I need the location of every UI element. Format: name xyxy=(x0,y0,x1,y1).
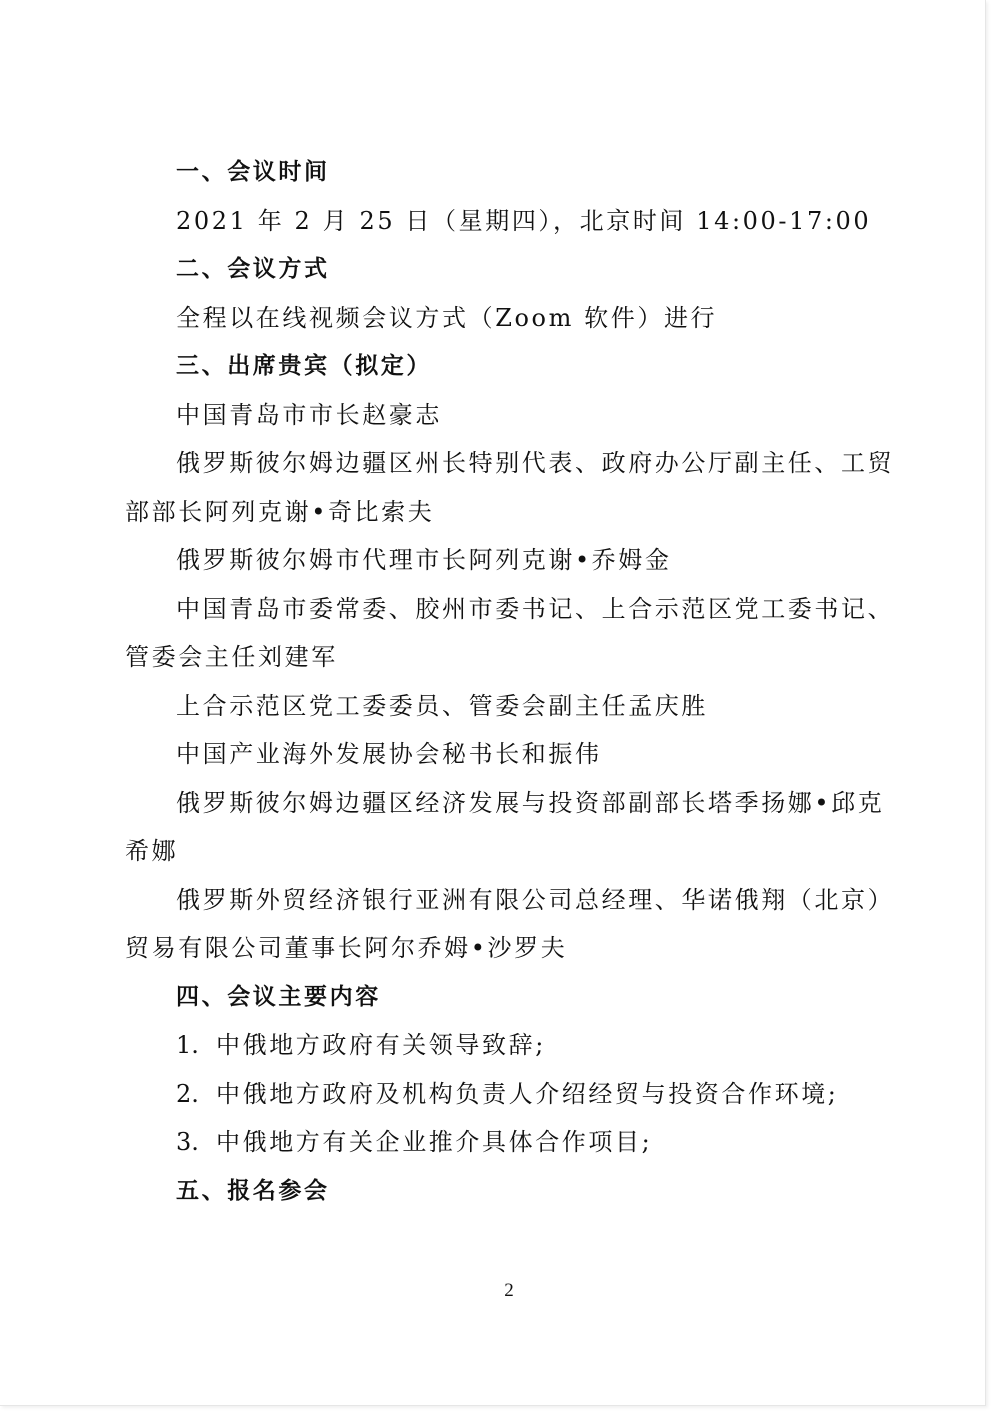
guest-line: 俄罗斯外贸经济银行亚洲有限公司总经理、华诺俄翔（北京） xyxy=(176,885,895,914)
guest-entry xyxy=(125,391,860,440)
guest-entry xyxy=(125,439,895,536)
agenda-item-number: 3. xyxy=(176,1128,199,1156)
agenda-item xyxy=(125,1070,860,1119)
agenda-item xyxy=(125,1118,860,1167)
guest-line: 俄罗斯彼尔姆边疆区州长特别代表、政府办公厅副主任、工贸 xyxy=(176,449,895,477)
document-body xyxy=(125,148,895,1215)
agenda-item-number: 1. xyxy=(176,1031,199,1059)
agenda-item xyxy=(125,1021,860,1070)
guest-line-continued: 部部长阿列克谢•奇比索夫 xyxy=(125,497,435,526)
guest-line: 中国青岛市市长赵豪志 xyxy=(176,400,442,429)
guest-entry xyxy=(125,536,860,585)
guest-line-continued: 贸易有限公司董事长阿尔乔姆•沙罗夫 xyxy=(125,934,568,962)
guest-entry xyxy=(125,779,885,876)
guest-line: 中国青岛市委常委、胶州市委书记、上合示范区党工委书记、 xyxy=(176,594,895,623)
agenda-item-number: 2. xyxy=(176,1079,199,1108)
guest-entry xyxy=(125,585,895,682)
guest-line: 俄罗斯彼尔姆市代理市长阿列克谢•乔姆金 xyxy=(176,546,672,574)
meeting-time-text: 2021 年 2 月 25 日（星期四），北京时间 14:00-17:00 xyxy=(176,206,872,235)
section-heading-time: 一、会议时间 xyxy=(176,159,330,185)
section-heading-guests: 三、出席贵宾（拟定） xyxy=(176,353,432,379)
guest-line-continued: 管委会主任刘建军 xyxy=(125,643,338,671)
guest-entry xyxy=(125,682,860,731)
agenda-item-text: 中俄地方政府有关领导致辞; xyxy=(216,1031,546,1059)
meeting-format-text: 全程以在线视频会议方式（Zoom 软件）进行 xyxy=(176,303,718,332)
section-heading-registration: 五、报名参会 xyxy=(176,1177,330,1204)
page-number: 2 xyxy=(504,1280,514,1301)
guest-line-continued: 希娜 xyxy=(125,837,179,865)
guest-entry xyxy=(125,730,860,779)
guest-line: 中国产业海外发展协会秘书长和振伟 xyxy=(176,740,602,768)
guest-entry xyxy=(125,876,895,973)
section-heading-agenda: 四、会议主要内容 xyxy=(176,983,381,1010)
agenda-item-text: 中俄地方有关企业推介具体合作项目; xyxy=(216,1128,653,1156)
agenda-item-text: 中俄地方政府及机构负责人介绍经贸与投资合作环境; xyxy=(216,1079,839,1108)
guest-line: 上合示范区党工委委员、管委会副主任孟庆胜 xyxy=(176,691,708,720)
section-heading-format: 二、会议方式 xyxy=(176,256,330,282)
guest-line: 俄罗斯彼尔姆边疆区经济发展与投资部副部长塔季扬娜•邱克 xyxy=(176,788,885,817)
